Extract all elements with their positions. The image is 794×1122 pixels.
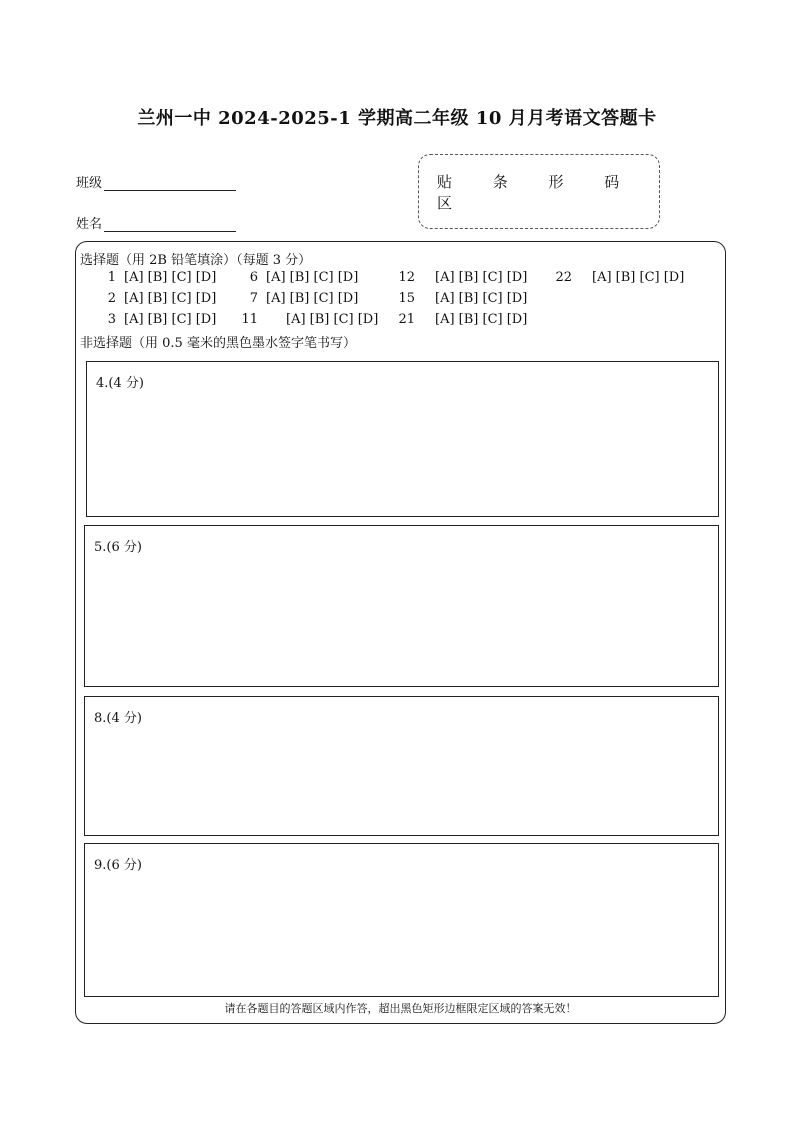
name-label: 姓名: [76, 217, 103, 232]
page-title: 兰州一中 2024-2025-1 学期高二年级 10 月月考语文答题卡: [137, 108, 657, 129]
mc-question-options[interactable]: [A] [B] [C] [D]: [266, 270, 359, 285]
mc-question-number: 12: [398, 270, 415, 285]
mc-question-options[interactable]: [A] [B] [C] [D]: [435, 270, 528, 285]
class-label: 班级: [76, 176, 103, 191]
mc-question-options[interactable]: [A] [B] [C] [D]: [124, 312, 217, 327]
answer-box-q9[interactable]: [84, 843, 719, 997]
footer-note: 请在各题目的答题区域内作答，超出黑色矩形边框限定区域的答案无效！: [224, 1002, 577, 1015]
mc-question-options[interactable]: [A] [B] [C] [D]: [435, 312, 528, 327]
mc-question-options[interactable]: [A] [B] [C] [D]: [266, 291, 359, 306]
mc-question-number: 21: [398, 312, 415, 327]
mc-question-number: 1: [107, 270, 116, 285]
mc-question-options[interactable]: [A] [B] [C] [D]: [592, 270, 685, 285]
answer-box-label: 5.(6 分): [94, 540, 142, 555]
mc-question-number: 7: [249, 291, 258, 306]
answer-box-q4[interactable]: [86, 361, 719, 517]
mc-question-options[interactable]: [A] [B] [C] [D]: [286, 312, 379, 327]
class-field[interactable]: [76, 172, 236, 191]
mc-question-options[interactable]: [A] [B] [C] [D]: [124, 270, 217, 285]
mc-question-number: 15: [398, 291, 415, 306]
answer-box-label: 8.(4 分): [94, 711, 142, 726]
answer-box-label: 9.(6 分): [94, 858, 142, 873]
class-input-line[interactable]: [104, 176, 236, 191]
answer-box-label: 4.(4 分): [96, 376, 144, 391]
name-input-line[interactable]: [104, 217, 236, 232]
answer-box-q5[interactable]: [84, 525, 719, 687]
free-response-heading: 非选择题（用 0.5 毫米的黑色墨水签字笔书写）: [80, 336, 356, 351]
mc-question-number: 3: [107, 312, 116, 327]
barcode-area: [418, 154, 660, 229]
mc-question-number: 2: [107, 291, 116, 306]
answer-box-q8[interactable]: [84, 696, 719, 836]
mc-question-number: 6: [249, 270, 258, 285]
name-field[interactable]: [76, 213, 236, 232]
barcode-area-label: 贴 条 形 码 区: [437, 172, 638, 212]
mc-question-number: 22: [555, 270, 572, 285]
mc-question-options[interactable]: [A] [B] [C] [D]: [124, 291, 217, 306]
mc-question-number: 11: [241, 312, 258, 327]
multiple-choice-heading: 选择题（用 2B 铅笔填涂）（每题 3 分）: [80, 253, 312, 268]
mc-question-options[interactable]: [A] [B] [C] [D]: [435, 291, 528, 306]
